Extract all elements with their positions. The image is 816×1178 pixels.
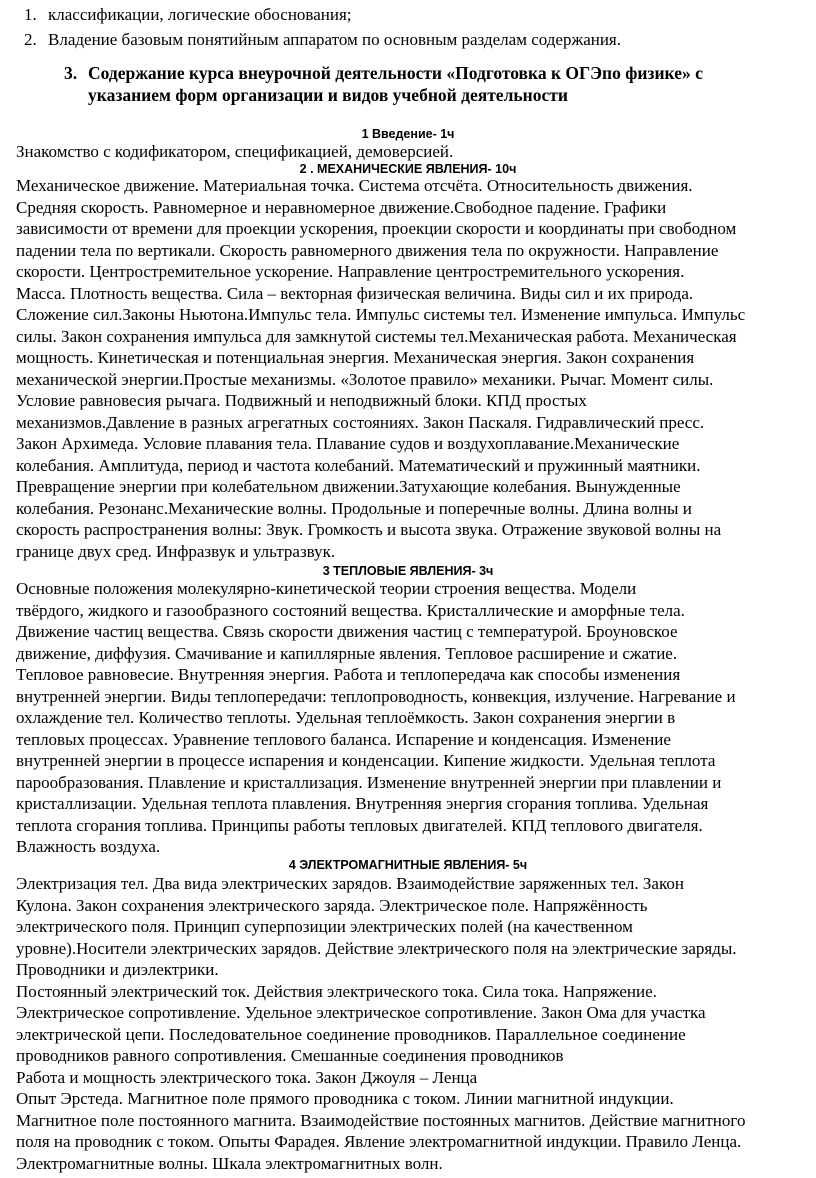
- paragraph-line: теплота сгорания топлива. Принципы работы тепловых двигателей. КПД теплового двигателя.: [16, 815, 703, 835]
- paragraph-line: проводников равного сопротивления. Смешанные соединения проводников: [16, 1046, 564, 1065]
- paragraph-line: Постоянный электрический ток. Действия электрического тока. Сила тока. Напряжение.: [16, 981, 657, 1001]
- topic-paragraph: [16, 578, 736, 858]
- paragraph-line: Опыт Эрстеда. Магнитное поле прямого проводника с током. Линии магнитной индукции.: [16, 1089, 674, 1108]
- paragraph-line: механической энергии.Простые механизмы. «Золотое правило» механики. Рычаг. Момент силы.: [16, 369, 714, 389]
- paragraph-line: силы. Закон сохранения импульса для замкнутой системы тел.Механическая работа. Механическая: [16, 326, 737, 346]
- paragraph-line: охлаждение тел. Количество теплоты. Удельная теплоёмкость. Закон сохранения энергии в: [16, 708, 676, 727]
- paragraph-line: мощность. Кинетическая и потенциальная энергия. Механическая энергия. Закон сохранения: [16, 348, 695, 367]
- list-item-number: 1.: [24, 5, 37, 24]
- paragraph-line: Основные положения молекулярно-кинетической теории строения вещества. Модели: [16, 579, 637, 598]
- paragraph-line: электрического поля. Принцип суперпозиции электрических полей (на качественном: [16, 917, 633, 936]
- paragraph-line: кристаллизации. Удельная теплота плавления. Внутренняя энергия сгорания топлива. Удельная: [16, 794, 709, 813]
- paragraph-line: Сложение сил.Законы Ньютона.Импульс тела. Импульс системы тел. Изменение импульса. Импульс: [16, 305, 746, 324]
- paragraph-line: Тепловое равновесие. Внутренняя энергия. Работа и теплопередача как способы изменения: [16, 665, 681, 684]
- paragraph-line: скорость распространения волны: Звук. Громкость и высота звука. Отражение звуковой волны на: [16, 520, 722, 539]
- paragraph-line: твёрдого, жидкого и газообразного состояний вещества. Кристаллические и аморфные тела.: [16, 600, 685, 620]
- paragraph-line: Механическое движение. Материальная точка. Система отсчёта. Относительность движения.: [16, 176, 693, 195]
- paragraph-line: Масса. Плотность вещества. Сила – векторная физическая величина. Виды сил и их природа.: [16, 283, 694, 303]
- paragraph-line: Электризация тел. Два вида электрических зарядов. Взаимодействие заряженных тел. Закон: [16, 874, 684, 893]
- paragraph-line: Влажность воздуха.: [16, 837, 161, 856]
- paragraph-line: Кулона. Закон сохранения электрического заряда. Электрическое поле. Напряжённость: [16, 895, 648, 915]
- paragraph-line: колебания. Амплитуда, период и частота колебаний. Математический и пружинный маятники.: [16, 455, 701, 475]
- topic-title: 3 ТЕПЛОВЫЕ ЯВЛЕНИЯ- 3ч: [322, 564, 494, 578]
- paragraph-line: Превращение энергии при колебательном движении.Затухающие колебания. Вынужденные: [16, 477, 681, 496]
- topic-paragraph: [16, 141, 453, 163]
- paragraph-line: Движение частиц вещества. Связь скорости движения частиц с температурой. Броуновское: [16, 622, 678, 641]
- paragraph-line: падении тела по вертикали. Скорость равномерного движения тела по окружности. Направление: [16, 240, 719, 260]
- paragraph-line: скорости. Центростремительное ускорение. Направление центростремительного ускорения.: [16, 262, 685, 281]
- list-item-text: Владение базовым понятийным аппаратом по основным разделам содержания.: [48, 30, 622, 49]
- paragraph-line: колебания. Резонанс.Механические волны. Продольные и поперечные волны. Длина волны и: [16, 498, 692, 518]
- paragraph-line: Закон Архимеда. Условие плавания тела. Плавание судов и воздухоплавание.Механические: [16, 434, 680, 453]
- topic-paragraph: [16, 873, 745, 1174]
- paragraph-line: Проводники и диэлектрики.: [16, 960, 219, 979]
- paragraph-line: тепловых процессах. Уравнение теплового баланса. Испарение и конденсация. Изменение: [16, 729, 671, 749]
- paragraph-line: внутренней энергии. Виды теплопередачи: теплопроводность, конвекция, излучение. Нагревание и: [16, 686, 736, 706]
- topic-title: 4 ЭЛЕКТРОМАГНИТНЫЕ ЯВЛЕНИЯ- 5ч: [288, 858, 528, 872]
- paragraph-line: уровне).Носители электрических зарядов. Действие электрического поля на электрические заряды.: [16, 938, 737, 958]
- topic-title: 2 . МЕХАНИЧЕСКИЕ ЯВЛЕНИЯ- 10ч: [299, 162, 517, 176]
- list-item-text: классификации, логические обоснования;: [48, 5, 352, 24]
- section-title-line: указанием форм организации и видов учебной деятельности: [88, 85, 568, 105]
- paragraph-line: Электрическое сопротивление. Удельное электрическое сопротивление. Закон Ома для участка: [16, 1003, 706, 1022]
- paragraph-line: электрической цепи. Последовательное соединение проводников. Параллельное соединение: [16, 1024, 686, 1044]
- paragraph-line: внутренней энергии в процессе испарения и конденсации. Кипение жидкости. Удельная теплота: [16, 751, 716, 770]
- paragraph-line: Магнитное поле постоянного магнита. Взаимодействие постоянных магнитов. Действие магнитного: [16, 1110, 746, 1130]
- paragraph-line: поля на проводник с током. Опыты Фарадея. Явление электромагнитной индукции. Правило Ленца.: [16, 1132, 742, 1151]
- paragraph-line: механизмов.Давление в разных агрегатных состояниях. Закон Паскаля. Гидравлический пресс.: [16, 412, 705, 432]
- topic-title: 1 Введение- 1ч: [361, 127, 455, 141]
- topic-paragraph: [16, 175, 745, 562]
- paragraph-line: парообразования. Плавление и кристаллизация. Изменение внутренней энергии при плавлении и: [16, 772, 722, 792]
- paragraph-line: Работа и мощность электрического тока. Закон Джоуля – Ленца: [16, 1067, 478, 1087]
- paragraph-line: границе двух сред. Инфразвук и ультразвук.: [16, 541, 336, 561]
- paragraph-line: Электромагнитные волны. Шкала электромагнитных волн.: [16, 1153, 443, 1173]
- section-title-line: Содержание курса внеурочной деятельности «Подготовка к ОГЭпо физике» с: [88, 63, 703, 83]
- paragraph-line: Средняя скорость. Равномерное и неравномерное движение.Свободное падение. Графики: [16, 197, 667, 217]
- paragraph-line: зависимости от времени для проекции ускорения, проекции скорости и координаты при свободном: [16, 219, 737, 238]
- list-item-number: 2.: [24, 30, 37, 49]
- paragraph-line: движение, диффузия. Смачивание и капиллярные явления. Тепловое расширение и сжатие.: [16, 643, 678, 663]
- paragraph-line: Знакомство с кодификатором, спецификацией, демоверсией.: [16, 142, 454, 161]
- paragraph-line: Условие равновесия рычага. Подвижный и неподвижный блоки. КПД простых: [16, 391, 587, 410]
- section-number: 3.: [64, 63, 78, 83]
